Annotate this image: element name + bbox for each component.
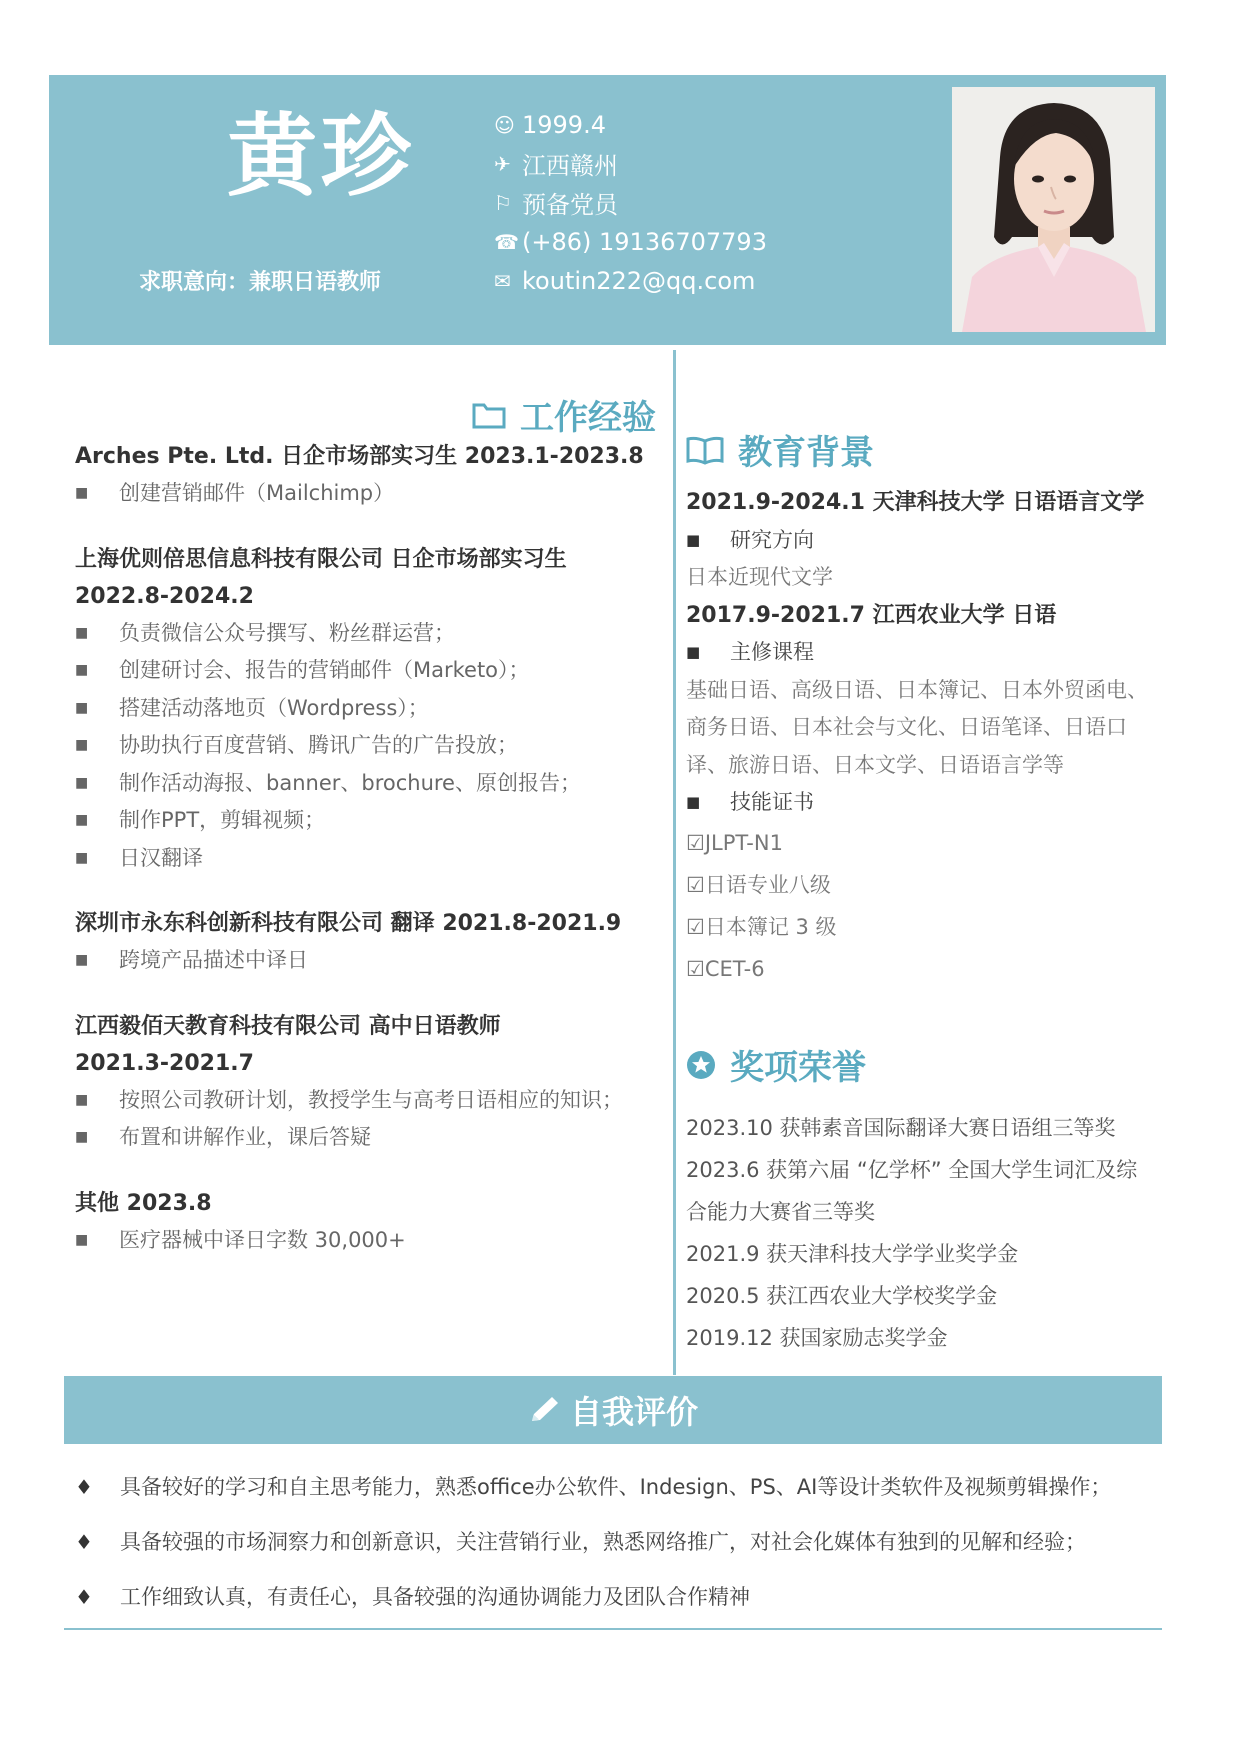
job-entry [75, 905, 665, 980]
portrait-image [952, 87, 1155, 332]
square-bullet-icon: ■ [75, 662, 89, 678]
education-title-text: 教育背景 [738, 433, 874, 473]
job-objective: 求职意向：兼职日语教师 [139, 270, 382, 295]
work-title-text: 工作经验 [520, 398, 656, 438]
square-bullet-icon: ■ [686, 530, 701, 549]
contact-politics [494, 183, 767, 222]
political-status: 预备党员 [522, 191, 618, 219]
phone-icon: ☎ [494, 229, 519, 254]
job-bullet: ■ 搭建活动落地页（Wordpress）； [75, 690, 665, 728]
work-list [75, 438, 665, 1287]
education-detail: 基础日语、高级日语、日本簿记、日本外贸函电、商务日语、日本社会与文化、日语笔译、日语口译、旅游日语、日本文学、日语语言学等 [686, 677, 1148, 777]
job-title: 其他 2023.8 [75, 1190, 212, 1216]
square-bullet-icon: ■ [75, 1129, 89, 1145]
open-book-icon [686, 435, 724, 465]
smiley-icon: ☺ [494, 112, 515, 137]
square-bullet-icon: ■ [75, 624, 89, 641]
education-subheading: ■ 技能证书 [686, 784, 1156, 822]
self-evaluation-list [75, 1460, 1155, 1625]
job-bullet: ■ 跨境产品描述中译日 [75, 942, 665, 980]
award-item: 2023.6 获第六届 “亿学杯” 全国大学生词汇及综合能力大赛省三等奖 [686, 1158, 1138, 1224]
mail-icon: ✉ [494, 268, 511, 293]
column-divider [673, 350, 676, 1375]
contact-phone [494, 222, 767, 261]
email-address: koutin222@qq.com [522, 266, 756, 295]
square-bullet-icon: ■ [686, 643, 701, 661]
square-bullet-icon: ■ [75, 737, 89, 753]
diamond-bullet-icon: ♦ [75, 1530, 93, 1554]
job-bullet: ■ 创建营销邮件（Mailchimp） [75, 475, 665, 513]
diamond-bullet-icon: ♦ [75, 1585, 93, 1609]
square-bullet-icon: ■ [75, 849, 89, 866]
awards-section-title [686, 1040, 866, 1089]
pencil-icon [528, 1395, 562, 1425]
work-section-title [472, 390, 656, 439]
square-bullet-icon: ■ [75, 812, 89, 828]
bottom-rule [64, 1628, 1162, 1630]
plane-icon: ✈ [494, 151, 511, 176]
education-detail: 日本近现代文学 [686, 565, 833, 589]
job-entry [75, 1008, 665, 1157]
job-bullet: ■ 制作PPT，剪辑视频； [75, 802, 665, 840]
square-bullet-icon: ■ [75, 952, 89, 968]
phone-number: (+86) 19136707793 [522, 227, 767, 256]
square-bullet-icon: ■ [75, 774, 89, 791]
self-evaluation-item: ♦ 工作细致认真，有责任心，具备较强的沟通协调能力及团队合作精神 [75, 1570, 1155, 1625]
diamond-bullet-icon: ♦ [75, 1475, 93, 1499]
self-evaluation-item: ♦ 具备较强的市场洞察力和创新意识，关注营销行业，熟悉网络推广，对社会化媒体有独到的见解和经验； [75, 1515, 1155, 1570]
job-bullet: ■ 医疗器械中译日字数 30,000+ [75, 1222, 665, 1260]
location: 江西赣州 [522, 152, 618, 180]
award-item: 2019.12 获国家励志奖学金 [686, 1326, 948, 1350]
square-bullet-icon: ■ [686, 793, 701, 811]
candidate-name: 黄珍 [227, 104, 415, 209]
certificate-item: ☑CET-6 [686, 956, 765, 981]
award-item: 2021.9 获天津科技大学学业奖学金 [686, 1242, 1019, 1266]
job-entry [75, 438, 665, 513]
square-bullet-icon: ■ [75, 1091, 89, 1108]
square-bullet-icon: ■ [75, 1231, 89, 1248]
job-bullet: ■ 按照公司教研计划，教授学生与高考日语相应的知识； [75, 1082, 665, 1120]
square-bullet-icon: ■ [75, 485, 89, 501]
job-bullet: ■ 创建研讨会、报告的营销邮件（Marketo）； [75, 652, 665, 690]
contact-list [494, 105, 767, 300]
education-subheading: ■ 主修课程 [686, 634, 1156, 672]
certificate-item: ☑日语专业八级 [686, 872, 831, 897]
certificate-item: ☑JLPT-N1 [686, 830, 783, 855]
star-badge-icon [686, 1050, 716, 1080]
job-title: Arches Pte. Ltd. 日企市场部实习生 2023.1-2023.8 [75, 444, 644, 469]
contact-birth [494, 105, 767, 144]
self-evaluation-item: ♦ 具备较好的学习和自主思考能力，熟悉office办公软件、Indesign、PS、AI等设计类软件及视频剪辑操作； [75, 1460, 1155, 1515]
job-bullet: ■ 日汉翻译 [75, 840, 665, 878]
awards-list [686, 1107, 1156, 1359]
birth-date: 1999.4 [522, 110, 606, 139]
award-item: 2020.5 获江西农业大学校奖学金 [686, 1284, 998, 1308]
award-item: 2023.10 获韩素音国际翻译大赛日语组三等奖 [686, 1116, 1116, 1140]
contact-location [494, 144, 767, 183]
header-banner [49, 75, 1166, 345]
job-entry [75, 541, 665, 878]
contact-email [494, 261, 767, 300]
profile-photo [952, 87, 1155, 332]
education-entry-title: 2017.9-2021.7 江西农业大学 日语 [686, 602, 1057, 628]
job-title: 上海优则倍思信息科技有限公司 日企市场部实习生 2022.8-2024.2 [75, 546, 567, 609]
education-subheading: ■ 研究方向 [686, 522, 1156, 560]
certificate-item: ☑日本簿记 3 级 [686, 914, 837, 939]
flag-icon: ⚐ [494, 190, 512, 215]
job-title: 深圳市永东科创新科技有限公司 翻译 2021.8-2021.9 [75, 911, 622, 936]
folder-icon [472, 401, 506, 429]
education-list [686, 484, 1156, 990]
job-bullet: ■ 布置和讲解作业，课后答疑 [75, 1119, 665, 1157]
job-bullet: ■ 负责微信公众号撰写、粉丝群运营； [75, 615, 665, 653]
self-evaluation-banner [64, 1376, 1162, 1444]
education-section-title [686, 425, 874, 474]
job-entry [75, 1185, 665, 1260]
job-bullet: ■ 协助执行百度营销、腾讯广告的广告投放； [75, 727, 665, 765]
job-bullet: ■ 制作活动海报、banner、brochure、原创报告； [75, 765, 665, 803]
self-evaluation-title: 自我评价 [569, 1393, 698, 1431]
job-title: 江西毅佰天教育科技有限公司 高中日语教师 2021.3-2021.7 [75, 1013, 501, 1076]
awards-title-text: 奖项荣誉 [730, 1048, 866, 1088]
square-bullet-icon: ■ [75, 699, 89, 716]
education-entry-title: 2021.9-2024.1 天津科技大学 日语语言文学 [686, 490, 1145, 515]
